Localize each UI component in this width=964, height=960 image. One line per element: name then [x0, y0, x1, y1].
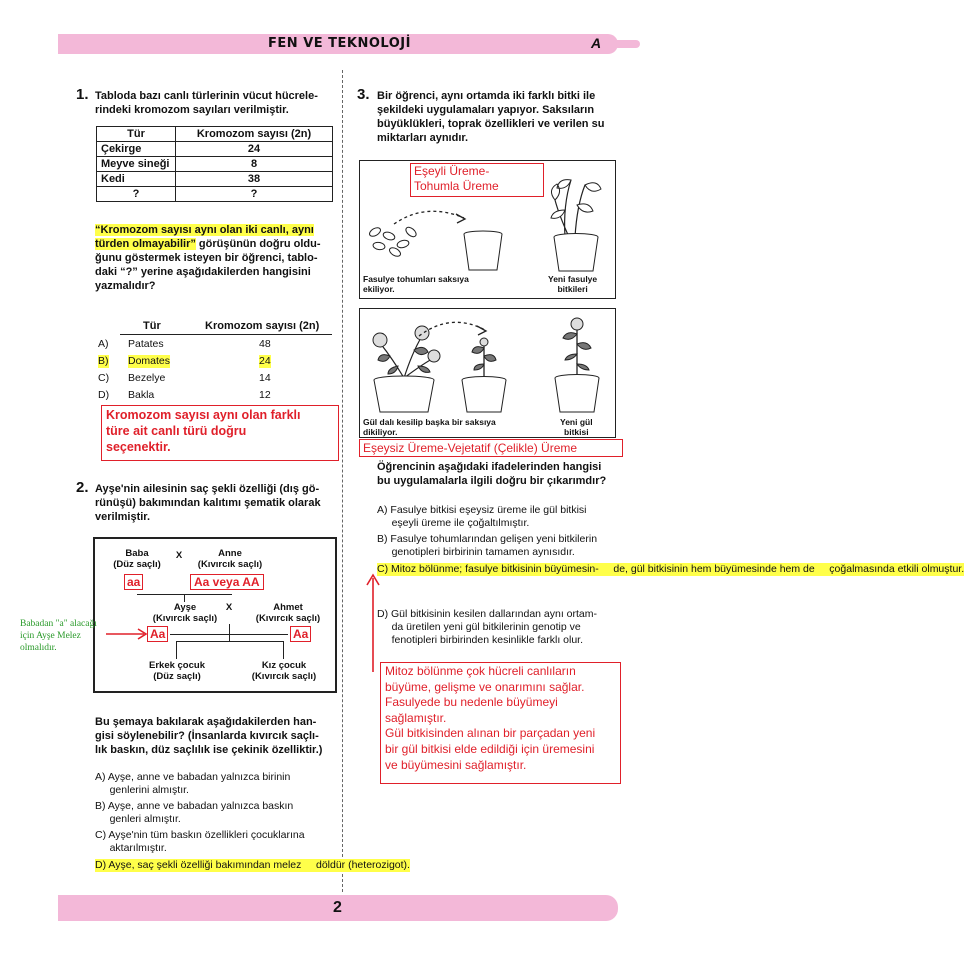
booklet-letter: A: [591, 35, 602, 51]
table-cell: Meyve sineği: [97, 157, 176, 172]
note-line: bir gül bitkisi elde edildiği için üremesini: [385, 741, 595, 756]
q2-question-3: lık baskın, düz saçlılık ise çekinik özelliktir.): [95, 744, 323, 756]
q2-question-2: gisi söylenebilir? (İnsanlarda kıvırcık saçlı-: [95, 730, 319, 742]
option-line: fenotipleri birbirinden kesinlikle farklı olur.: [377, 634, 584, 647]
annotation-line: Kromozom sayısı aynı olan farklı: [106, 408, 301, 422]
ayse-label: [145, 602, 225, 624]
erkek-cocuk-label: [140, 660, 214, 682]
option-c-name[interactable]: Bezelye: [128, 372, 166, 384]
side-note: [20, 618, 97, 654]
option-line: genleri almıştır.: [95, 813, 181, 826]
anne-trait: (Kıvırcık saçlı): [197, 559, 263, 570]
q1-question-2: [95, 238, 321, 252]
q3-intro-1: Bir öğrenci, aynı ortamda iki farklı bitki ile: [377, 90, 596, 102]
caption-line: bitkisi: [564, 426, 589, 437]
fig1-left-caption: [363, 275, 469, 294]
fig2-right-caption: [560, 418, 593, 437]
table-cell: Çekirge: [97, 142, 176, 157]
empty-pot-icon: [462, 230, 504, 272]
annotation-line: türe ait canlı türü doğru: [106, 424, 247, 438]
caption-line: Yeni gül: [560, 417, 593, 427]
option-line: B) Fasulye tohumlarından gelişen yeni bitkilerin: [377, 533, 598, 545]
ahmet-name: Ahmet: [273, 602, 303, 613]
option-line: aktarılmıştır.: [95, 842, 167, 855]
q1-number: 1.: [76, 86, 89, 103]
ayse-genotype: Aa: [147, 626, 168, 642]
option-a-letter[interactable]: A): [98, 338, 109, 350]
erkek-name: Erkek çocuk: [149, 660, 205, 671]
option-line: de, gül bitkisinin hem büyümesinde hem de: [598, 563, 815, 575]
table-header: Tür: [97, 127, 176, 142]
q2-intro-1: Ayşe'nin ailesinin saç şekli özelliği (dış gö-: [95, 483, 320, 495]
q3-question-1: Öğrencinin aşağıdaki ifadelerinden hangisi: [377, 461, 602, 473]
kiz-name: Kız çocuk: [261, 660, 307, 671]
option-a-name[interactable]: Patates: [128, 338, 164, 350]
anne-name: Anne: [218, 548, 242, 559]
note-line: Eşeyli Üreme-: [414, 164, 490, 178]
note-line: Mitoz bölünme çok hücreli canlıların: [385, 664, 576, 678]
q3-option-b[interactable]: [377, 533, 597, 559]
q1-question-1: [95, 224, 314, 238]
note-line: ve büyümesini sağlamıştır.: [385, 757, 527, 772]
q3-explanation-box: [380, 662, 621, 784]
anne-label: [190, 548, 270, 570]
option-line: C) Ayşe'nin tüm baskın özellikleri çocuklarına: [95, 829, 305, 841]
note-line: Fasulyede bu nedenle büyümeyi: [385, 695, 558, 710]
ahmet-label: [247, 602, 329, 624]
note-line: büyüme, gelişme ve onarımını sağlar.: [385, 679, 585, 694]
cross-symbol-1: X: [175, 550, 183, 561]
table-header: Kromozom sayısı (2n): [176, 127, 333, 142]
page-title: FEN VE TEKNOLOJİ: [268, 36, 411, 51]
q1-question-4: daki “?” yerine aşağıdakilerden hangisini: [95, 266, 311, 278]
q1-quote-1: “Kromozom sayısı aynı olan iki canlı, aynı: [95, 224, 314, 236]
answer-header-rule: [120, 334, 332, 335]
side-note-line: için Ayşe Melez: [20, 631, 81, 641]
q3-intro-2: şekildeki uygulamaları yapıyor. Saksıların: [377, 104, 595, 116]
q3-option-d[interactable]: [377, 608, 597, 648]
fig1-right-caption: [548, 275, 597, 294]
annotation-line: seçenektir.: [106, 440, 171, 454]
table-cell: ?: [176, 187, 333, 202]
ahmet-genotype: Aa: [290, 626, 311, 642]
sexual-reproduction-note: [410, 163, 544, 197]
option-c-letter[interactable]: C): [98, 372, 110, 384]
note-line: Gül bitkisinden alınan bir parçadan yeni: [385, 726, 596, 741]
parent-drop-line: [184, 594, 185, 602]
table-cell: Kedi: [97, 172, 176, 187]
fig2-left-caption: [363, 418, 496, 437]
option-line: eşeyli üreme ile çoğaltılmıştır.: [377, 517, 530, 530]
q1-intro-2: rindeki kromozom sayıları verilmiştir.: [95, 104, 289, 116]
q3-intro-3: büyüklükleri, toprak özellikleri ve verilen su: [377, 118, 605, 130]
anne-genotype: Aa veya AA: [190, 574, 264, 590]
caption-line: ekiliyor.: [363, 283, 395, 294]
table-cell: ?: [97, 187, 176, 202]
baba-genotype: aa: [124, 574, 143, 590]
option-a-value: 48: [259, 338, 271, 350]
q2-option-b[interactable]: [95, 800, 293, 826]
q3-question-2: bu uygulamalarla ilgili doğru bir çıkarımdır?: [377, 475, 607, 487]
ayse-trait: (Kıvırcık saçlı): [152, 613, 218, 624]
option-line: D) Ayşe, saç şekli özelliği bakımından melez: [95, 859, 302, 871]
ahmet-trait: (Kıvırcık saçlı): [255, 613, 321, 624]
q1-quote-2: türden olmayabilir”: [95, 238, 196, 250]
table-cell: 38: [176, 172, 333, 187]
caption-line: dikiliyor.: [363, 426, 398, 437]
q1-question-text: görüşünün doğru oldu-: [195, 238, 321, 250]
q3-number: 3.: [357, 86, 370, 103]
option-line: da üretilen yeni gül bitkilerinin genotip ve: [377, 621, 581, 634]
child-drop-left: [176, 641, 177, 659]
option-b-value: 24: [259, 355, 271, 367]
note-line: sağlamıştır.: [385, 710, 447, 725]
q1-intro-1: Tabloda bazı canlı türlerinin vücut hücrele-: [95, 90, 318, 102]
asexual-reproduction-note: Eşeysiz Üreme-Vejetatif (Çelikle) Üreme: [359, 439, 623, 457]
option-line: B) Ayşe, anne ve babadan yalnızca baskın: [95, 800, 294, 812]
couple-drop-line: [229, 624, 230, 641]
q2-option-d[interactable]: [95, 859, 410, 872]
caption-line: bitkileri: [557, 283, 588, 294]
q2-question-1: Bu şemaya bakılarak aşağıdakilerden han-: [95, 716, 317, 728]
q1-data-table: [96, 126, 333, 202]
q3-intro-4: miktarları aynıdır.: [377, 132, 469, 144]
option-d-letter[interactable]: D): [98, 389, 110, 401]
option-line: çoğalmasında etkili olmuştur.: [814, 563, 964, 575]
caption-line: Gül dalı kesilip başka bir saksıya: [363, 417, 496, 427]
option-b-letter[interactable]: B): [98, 355, 109, 367]
baba-name: Baba: [125, 548, 149, 559]
q2-intro-2: rünüşü) bakımından kalıtımı şematik olarak: [95, 497, 321, 509]
option-d-name[interactable]: Bakla: [128, 389, 155, 401]
ayse-name: Ayşe: [173, 602, 197, 613]
q2-option-a[interactable]: [95, 771, 290, 797]
erkek-trait: (Düz saçlı): [153, 671, 201, 682]
new-rose-icon: [546, 314, 608, 414]
q2-intro-3: verilmiştir.: [95, 511, 151, 523]
option-line: döldür (heterozigot).: [301, 859, 410, 871]
answer-header-species: Tür: [143, 320, 161, 332]
arrow-icon: [362, 572, 384, 676]
child-drop-right: [283, 641, 284, 659]
caption-line: Fasulye tohumları saksıya: [363, 274, 469, 284]
arrow-icon: [390, 202, 470, 228]
table-cell: 24: [176, 142, 333, 157]
option-b-name[interactable]: Domates: [128, 355, 171, 367]
bean-plant-icon: [545, 165, 607, 273]
q3-option-a[interactable]: [377, 504, 587, 530]
cutting-pot-icon: [458, 334, 510, 414]
caption-line: Yeni fasulye: [548, 274, 598, 284]
table-cell: 8: [176, 157, 333, 172]
q1-question-5: yazmalıdır?: [95, 280, 156, 292]
arrow-icon: [104, 628, 150, 640]
option-line: genlerini almıştır.: [95, 784, 189, 797]
option-line: A) Ayşe, anne ve babadan yalnızca birinin: [95, 771, 291, 783]
cross-symbol-2: X: [225, 602, 233, 613]
baba-trait: (Düz saçlı): [113, 559, 161, 570]
answer-header-chromosome: Kromozom sayısı (2n): [205, 320, 320, 332]
note-line: Tohumla Üreme: [414, 179, 499, 193]
children-line: [176, 641, 284, 642]
option-c-value: 14: [259, 372, 271, 384]
q3-option-c[interactable]: [377, 563, 964, 576]
kiz-trait: (Kıvırcık saçlı): [251, 671, 317, 682]
page-number: 2: [333, 899, 342, 916]
option-line: D) Gül bitkisinin kesilen dallarından aynı ortam-: [377, 608, 598, 620]
q2-number: 2.: [76, 479, 89, 496]
column-divider: [342, 70, 343, 892]
side-note-line: olmalıdır.: [20, 643, 57, 653]
option-line: A) Fasulye bitkisi eşeysiz üreme ile gül bitkisi: [377, 504, 587, 516]
q2-option-c[interactable]: [95, 829, 305, 855]
option-line: genotipleri birbirinin tamamen aynısıdır.: [377, 546, 575, 559]
option-d-value: 12: [259, 389, 271, 401]
q1-question-3: ğunu göstermek isteyen bir öğrenci, tablo-: [95, 252, 318, 264]
kiz-cocuk-label: [243, 660, 325, 682]
option-line: C) Mitoz bölünme; fasulye bitkisinin büyümesin-: [377, 563, 599, 575]
q1-annotation-box: [101, 405, 339, 461]
baba-label: [112, 548, 162, 570]
side-note-line: Babadan "a" alacağı: [20, 619, 97, 629]
